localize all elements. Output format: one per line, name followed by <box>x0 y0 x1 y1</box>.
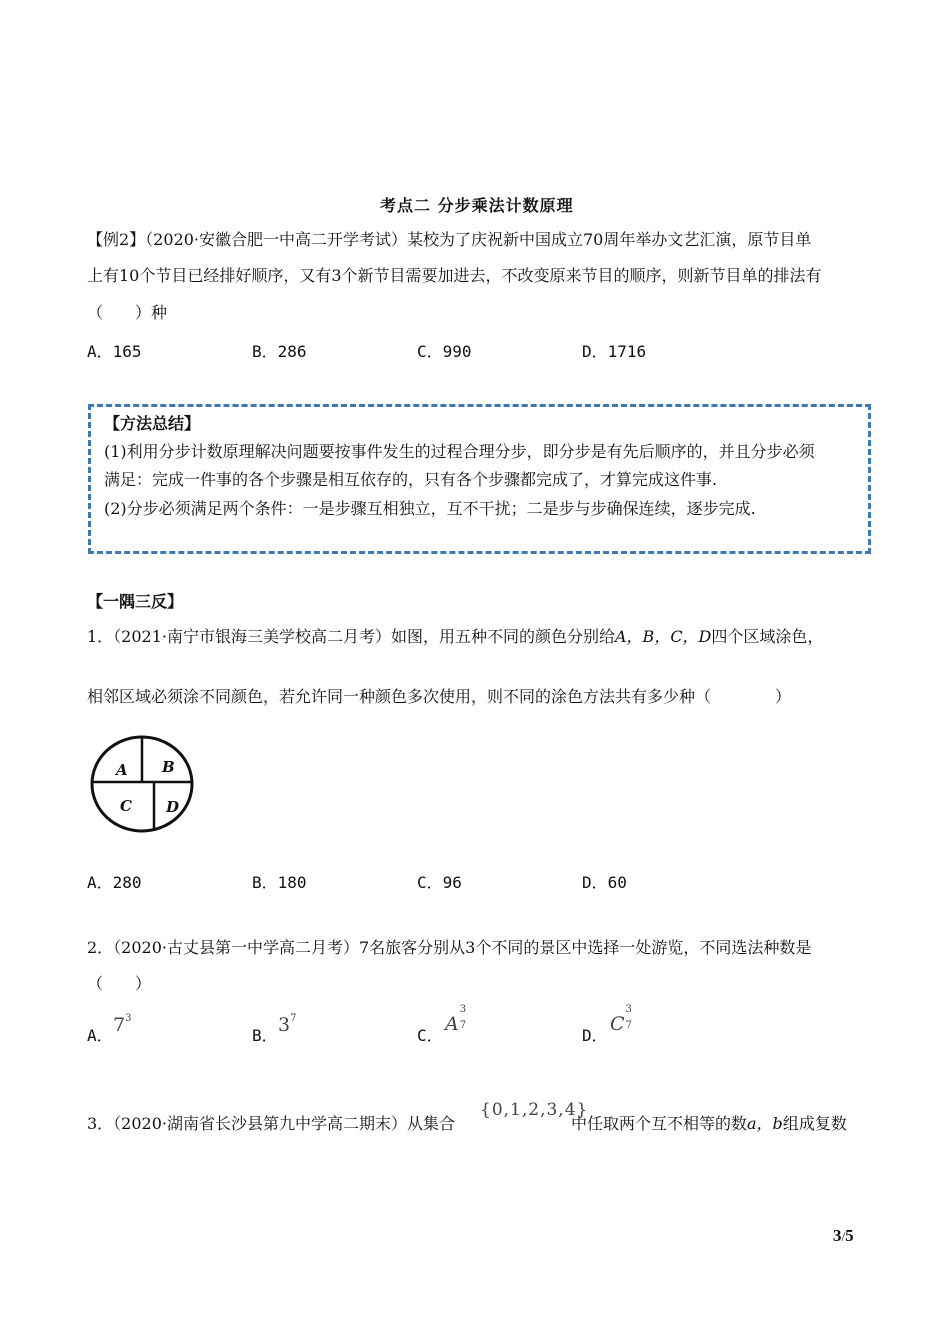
q3-prefix: 3．（2020·湖南省长沙县第九中学高二期末）从集合 <box>87 1114 455 1133</box>
q1-region-names: A，B，C，D <box>615 627 712 646</box>
q2-option-d-letter: D． <box>582 1026 608 1045</box>
page-number <box>833 1226 854 1246</box>
example2-option-c: C．990 <box>417 342 472 361</box>
q3-suffix <box>571 1114 847 1134</box>
q1-option-c: C．96 <box>417 873 462 892</box>
q2-option-d-subscript: 7 <box>625 1020 632 1031</box>
q2-line1: 2．（2020·古丈县第一中学高二月考）7名旅客分别从3个不同的景区中选择一处游览，不同选法种数是 <box>87 938 812 957</box>
q2-option-a-letter: A． <box>87 1026 113 1045</box>
q3-set: {0,1,2,3,4} <box>480 1100 589 1120</box>
q1-line1-suffix: 四个区域涂色， <box>711 627 824 646</box>
q2-option-d-expr <box>610 1004 635 1035</box>
q2-option-c-base: A <box>445 1013 459 1035</box>
q2-option-a-expr <box>113 1014 131 1036</box>
q2-option-c-superscript: 3 <box>459 1004 467 1015</box>
figure-label-a: A <box>116 761 128 779</box>
q2-option-d-base: C <box>610 1013 625 1035</box>
q2-option-b-exponent: 7 <box>290 1013 297 1024</box>
section-title: 考点二 分步乘法计数原理 <box>380 196 574 215</box>
method-summary-line1: (1)利用分步计数原理解决问题要按事件发生的过程合理分步，即分步是有先后顺序的，并且分步必须 <box>104 442 815 461</box>
example2-line1: 【例2】（2020·安徽合肥一中高二开学考试）某校为了庆祝新中国成立70周年举办文艺汇演，原节目单 <box>87 230 812 249</box>
q2-option-b-base: 3 <box>278 1014 291 1036</box>
example2-line2: 上有10个节目已经排好顺序，又有3个新节目需要加进去，不改变原来节目的顺序，则新节目单的排法有 <box>87 266 822 285</box>
example2-option-d: D．1716 <box>582 342 647 361</box>
figure-label-b: B <box>162 758 175 776</box>
q1-line1 <box>87 627 823 647</box>
q1-line2: 相邻区域必须涂不同颜色，若允许同一种颜色多次使用，则不同的涂色方法共有多少种（ ） <box>87 687 792 706</box>
q2-option-d-superscript: 3 <box>625 1004 632 1015</box>
q2-line2: （ ） <box>87 974 152 993</box>
q3-vars: a，b <box>747 1114 783 1133</box>
q1-region-figure <box>88 734 196 836</box>
example2-option-b: B．286 <box>252 342 307 361</box>
figure-label-d: D <box>166 798 180 816</box>
method-summary-heading: 【方法总结】 <box>104 414 201 433</box>
practice-heading: 【一隅三反】 <box>87 592 184 611</box>
q2-option-a-exponent: 3 <box>125 1013 132 1024</box>
q2-option-c-letter: C． <box>417 1026 443 1045</box>
q1-line1-prefix: 1．（2021·南宁市银海三美学校高二月考）如图，用五种不同的颜色分别给 <box>87 627 615 646</box>
q2-option-b-letter: B． <box>252 1026 278 1045</box>
method-summary-line3: (2)分步必须满足两个条件：一是步骤互相独立，互不干扰；二是步与步确保连续，逐步完成. <box>104 499 756 518</box>
figure-label-c: C <box>120 797 132 815</box>
method-summary-line2: 满足：完成一件事的各个步骤是相互依存的，只有各个步骤都完成了，才算完成这件事. <box>104 470 718 489</box>
q1-option-a: A．280 <box>87 873 142 892</box>
q3-suffix-b: 组成复数 <box>782 1114 847 1133</box>
page-current: 3 <box>833 1226 842 1245</box>
q2-option-c-expr <box>445 1004 469 1035</box>
q2-option-b-expr <box>278 1014 296 1036</box>
q1-option-d: D．60 <box>582 873 627 892</box>
q2-option-a-base: 7 <box>113 1014 126 1036</box>
page-separator: / <box>841 1229 846 1244</box>
q2-option-c-subscript: 7 <box>459 1020 467 1031</box>
q1-option-b: B．180 <box>252 873 307 892</box>
example2-option-a: A．165 <box>87 342 142 361</box>
example2-line3: （ ）种 <box>87 303 168 322</box>
q3-suffix-a: 中任取两个互不相等的数 <box>571 1114 748 1133</box>
page-total: 5 <box>845 1226 854 1245</box>
